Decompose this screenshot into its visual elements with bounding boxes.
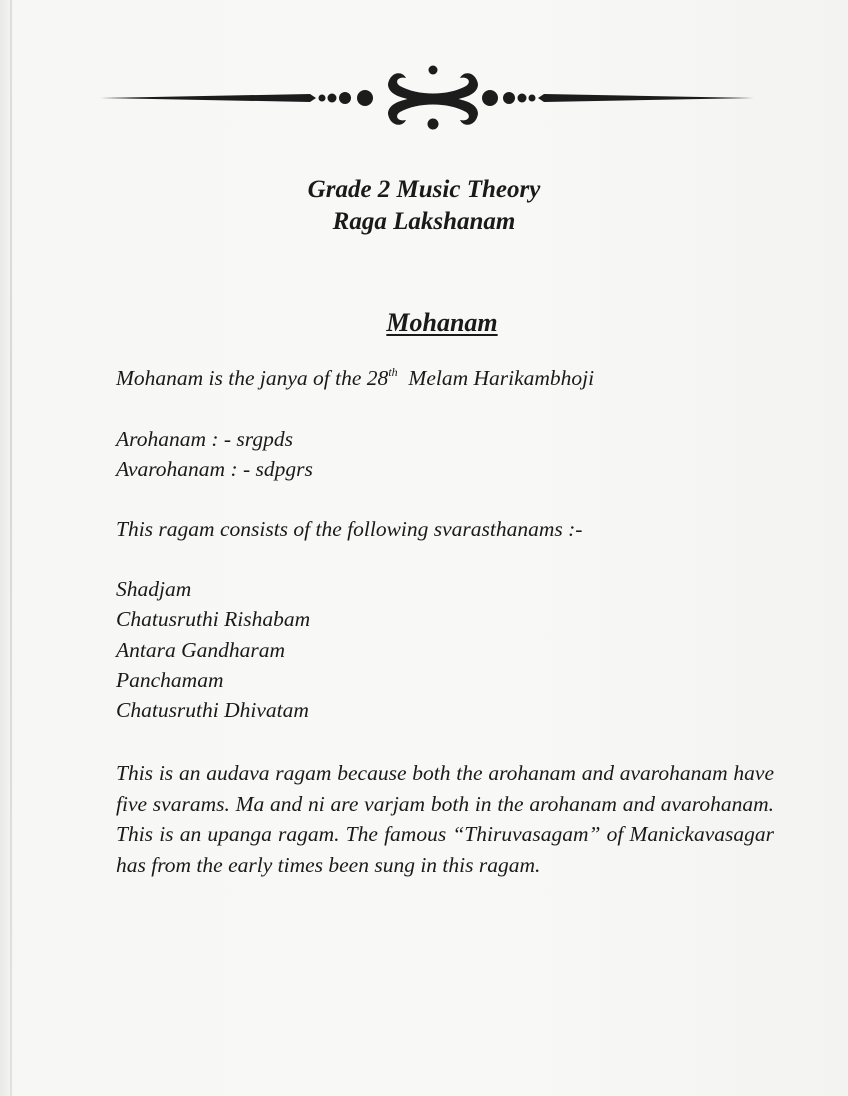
svarasthanam-item: Shadjam bbox=[116, 577, 192, 601]
scan-edge-shadow bbox=[10, 0, 12, 1096]
svarasthanam-item: Chatusruthi Dhivatam bbox=[116, 698, 309, 722]
svarasthanam-item: Chatusruthi Rishabam bbox=[116, 607, 311, 631]
intro-melam: Melam Harikambhoji bbox=[397, 366, 595, 390]
arohanam-line: Arohanam : - srgpds bbox=[116, 427, 293, 451]
intro-text: Mohanam is the janya of the 28 bbox=[116, 366, 389, 390]
svarasthanam-item: Antara Gandharam bbox=[116, 638, 286, 662]
avarohanam-line: Avarohanam : - sdpgrs bbox=[116, 457, 313, 481]
document-title: Grade 2 Music Theory bbox=[307, 176, 541, 203]
svarasthanam-item: Panchamam bbox=[116, 668, 224, 692]
svarasthanams-intro: This ragam consists of the following svarasthanams :- bbox=[116, 517, 583, 541]
document-subtitle: Raga Lakshanam bbox=[332, 208, 516, 235]
raga-heading: Mohanam bbox=[386, 308, 498, 337]
decorative-scroll-divider-icon bbox=[100, 62, 754, 134]
intro-line bbox=[116, 366, 594, 391]
ordinal-suffix: th bbox=[388, 365, 398, 379]
description-paragraph: This is an audava ragam because both the arohanam and avarohanam have five svarams. Ma and ni are varjam both in the arohanam and avarohanam. This is an upanga ragam. The famous “Thiruvasagam” of Manickavasagar has from the early times been sung in this ragam. bbox=[116, 761, 774, 877]
